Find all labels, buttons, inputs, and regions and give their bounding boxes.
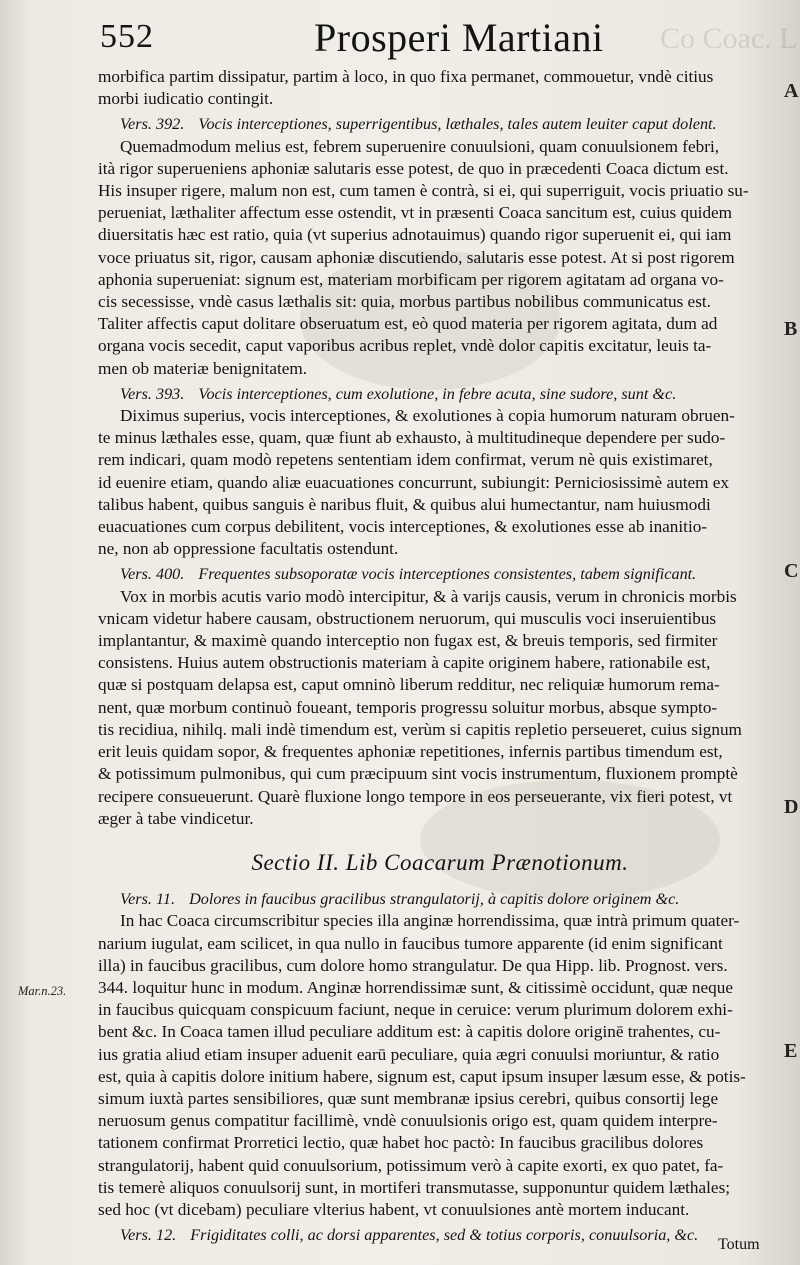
text-line: euacuationes cum corpus debilitent, vocis interceptiones, & exolutiones esse ab inanitio- [98,517,708,537]
text-line: quæ si postquam delapsa est, caput omninò liberum redditur, nec reliquiæ humorum rema- [98,675,720,695]
verse-number: Vers. 400. [120,565,185,584]
text-line: nent, quæ morbum continuò foueant, temporis progressu soluitur morbus, absque sympto- [98,697,718,717]
text-line: diuersitatis hæc est ratio, quia (vt superius adnotauimus) quando rigor superuenit ei, qui iam [98,225,732,245]
text-line: tis temerè aliquos conuulsorij sunt, in mortiferi transmutasse, supponuntur quidem læthales; [98,1177,731,1197]
margin-letter-c: C [784,560,799,582]
text-line: in faucibus quicquam conspicuum faciunt, neque in ceruice: verum plurimum dolorem exhi- [98,1000,733,1020]
text-line: te minus læthales esse, quam, quæ fiunt ab exhausto, à multitudineque dependere per sudo- [98,428,726,448]
verse-heading-392 [98,113,782,135]
text-line: illa) in faucibus gracilibus, cum dolore homo strangulatur. De qua Hipp. lib. Prognost. vers. [98,955,728,975]
body-text [98,66,782,1246]
text-line: sed hoc (vt dicebam) peculiare vlterius habent, vt conuulsiones antè mortem inducant. [98,1199,690,1219]
margin-letter-d: D [784,796,799,818]
text-line: ius gratia aliud etiam insuper aduenit earū peculiare, quia ægri conuulsi moriuntur, & ratio [98,1044,720,1064]
margin-letter-e: E [784,1040,798,1062]
verse-text: Frigiditates colli, ac dorsi apparentes, sed & totius corporis, conuulsoria, &c. [190,1226,699,1245]
text-line: voce priuatus sit, rigor, causam aphoniæ discutiendo, salutaris esse potest. At si post rigorem [98,247,735,267]
text-line: recipere consueuerunt. Quarè fluxione longo tempore in eos perseuerante, vix fieri potest, vt [98,786,733,806]
text-line: cis secessisse, vndè casus læthalis sit: quia, morbus partibus nobilibus communicatus est. [98,292,711,312]
text-line: ne, non ab oppressione facultatis ostendunt. [98,539,399,559]
text-line: strangulatorij, habent quid conuulsorium, potissimum verò à capite exorti, ex quo patet, fa- [98,1155,724,1175]
verse-heading-400 [98,563,782,585]
text-line: est, quia à capitis dolore initium habere, signum est, caput ipsum insuper læsum esse, & potis- [98,1066,746,1086]
text-line: tis recidiua, nihilq. mali indè timendum est, verùm si capitis repletio perseueret, cuius signum [98,719,742,739]
running-title: Prosperi Martiani [314,15,604,60]
text-line: morbi iudicatio contingit. [98,89,274,109]
bleed-through-text: Co Coac. L [660,22,798,55]
margin-letter-a: A [784,80,799,102]
text-line: & potissimum pulmonibus, qui cum præcipuum sint vocis instrumentum, fluxionem promptè [98,764,738,784]
verse-heading-393 [98,383,782,405]
verse-text: Frequentes subsoporatæ vocis interceptiones consistentes, tabem significant. [198,565,697,584]
verse-number: Vers. 12. [120,1226,177,1245]
verse-number: Vers. 393. [120,384,185,403]
text-line: implantantur, & maximè quando interceptio non fugax est, & breuis temporis, sed firmiter [98,631,718,651]
margin-letter-b: B [784,318,798,340]
catchword: Totum [718,1236,760,1253]
text-line: men ob materiæ benignitatem. [98,358,308,378]
text-line: bent &c. In Coaca tamen illud peculiare additum est: à capitis dolore originē trahentes, cu- [98,1022,721,1042]
text-line: rem indicari, quam modò repetens sententiam idem confirmat, verum nè quis existimaret, [98,450,713,470]
text-line: 344. loquitur hunc in modum. Anginæ horrendissimæ sunt, & citissimè occidunt, quæ neque [98,977,733,997]
verse-text: Vocis interceptiones, cum exolutione, in febre acuta, sine sudore, sunt &c. [198,384,677,403]
text-line: aphonia superueniat: signum est, materiam morbificam per rigorem agitatam ad organa vo- [98,269,724,289]
text-line: Diximus superius, vocis interceptiones, & exolutiones à copia humorum naturam obruen- [120,406,735,426]
verse-text: Vocis interceptiones, superrigentibus, læthales, tales autem leuiter caput dolent. [198,115,717,134]
text-line: ità rigor superueniens aphoniæ salutaris esse potest, de quo in præcedenti Coaca dictum est. [98,158,729,178]
verse-number: Vers. 11. [120,890,176,909]
verse-heading-12 [98,1224,782,1246]
text-line: vnicam videtur habere causam, obstructionem neruorum, qui musculis voci inseruientibus [98,608,717,628]
text-line: His insuper rigere, malum non est, cum tamen è contrà, si ei, qui superriguit, vocis priuatio su- [98,181,749,201]
page-header [100,14,798,60]
text-line: Vox in morbis acutis vario modò intercipitur, & à varijs causis, verum in chronicis morbis [120,586,737,606]
text-line: erit leuis quidam sopor, & frequentes aphoniæ repetitiones, infernis partibus timendum est, [98,742,723,762]
text-line: narium iugulat, eam scilicet, in qua nullo in faucibus tumore apparente (id enim significant [98,933,723,953]
verse-number: Vers. 392. [120,115,185,134]
page-number: 552 [100,18,154,55]
text-line: Taliter affectis caput dolitare obseruatum est, eò quod materia per rigorem agitata, dum ad [98,314,718,334]
text-line: id euenire etiam, quando aliæ euacuationes concurrunt, subiungit: Perniciosissimè autem ex [98,472,729,492]
text-line: æger à tabe vindicetur. [98,808,254,828]
section-heading: Sectio II. Lib Coacarum Prænotionum. [251,849,629,875]
text-line: tationem confirmat Prorretici lectio, quæ habet hoc pactò: In faucibus gracilibus dolores [98,1133,704,1153]
text-line: Quemadmodum melius est, febrem superuenire conuulsioni, quam conuulsionem febri, [120,136,720,156]
text-line: morbifica partim dissipatur, partim à loco, in quo fixa permanet, commouetur, vndè citius [98,67,714,86]
verse-heading-11 [98,888,782,910]
text-line: perueniat, læthaliter affectum esse ostendit, vt in præsenti Coaca sancitum est, cuius quidem [98,203,733,223]
text-line: neruosum genus compatitur facillimè, vndè conuulsionis origo est, quam quidem interpre- [98,1111,718,1131]
text-line: consistens. Huius autem obstructionis materiam à capite originem habere, rationabile est, [98,653,711,673]
text-line: In hac Coaca circumscribitur species illa anginæ horrendissima, quæ intrà primum quater- [120,911,740,931]
text-line: organa vocis secedit, caput vaporibus acribus replet, vndè dolor capitis excitatur, leuis ta- [98,336,712,356]
verse-text: Dolores in faucibus gracilibus strangulatorij, à capitis dolore originem &c. [189,890,680,909]
margin-note: Mar.n.23. [18,984,67,998]
text-line: talibus habent, quibus sanguis è naribus fluit, & quibus alui humectantur, nam huiusmodi [98,494,711,514]
text-line: simum iuxtà partes sensibiliores, quæ sunt membranæ ipsius cerebri, quibus consortij lege [98,1088,719,1108]
